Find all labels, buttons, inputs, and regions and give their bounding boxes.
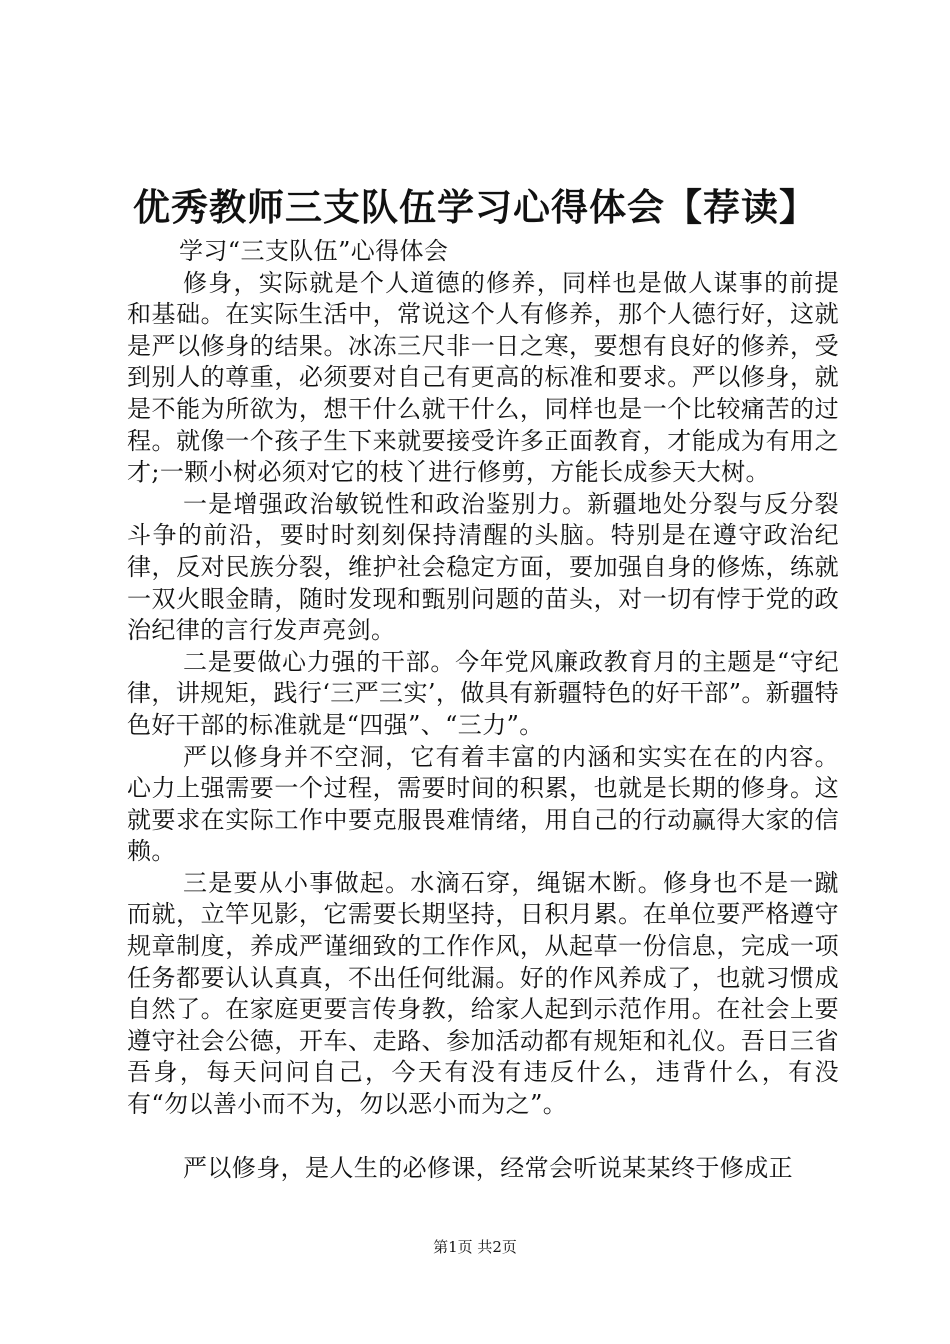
paragraph-point-two: 二是要做心力强的干部。今年党风廉政教育月的主题是“守纪律，讲规矩，践行‘三严三实’，做具有新疆特色的好干部”。新疆特色好干部的标准就是“四强”、“三力”。 <box>127 647 839 739</box>
paragraph-point-one: 一是增强政治敏锐性和政治鉴别力。新疆地处分裂与反分裂斗争的前沿，要时时刻刻保持清醒的头脑。特别是在遵守政治纪律，反对民族分裂，维护社会稳定方面，要加强自身的修炼，练就一双火眼金睛，随时发现和甄别问题的苗头，对一切有悖于党的政治纪律的言行发声亮剑。 <box>127 489 839 645</box>
document-title: 优秀教师三支队伍学习心得体会【荐读】 <box>133 185 817 229</box>
paragraph-intro: 修身，实际就是个人道德的修养，同样也是做人谋事的前提和基础。在实际生活中，常说这个人有修养，那个人德行好，这就是严以修身的结果。冰冻三尺非一日之寒，要想有良好的修养，受到别人的尊重，必须要对自己有更高的标准和要求。严以修身，就是不能为所欲为，想干什么就干什么，同样也是一个比较痛苦的过程。就像一个孩子生下来就要接受许多正面教育，才能成为有用之才;一颗小树必须对它的枝丫进行修剪，方能长成参天大树。 <box>127 268 839 487</box>
page-footer: 第1页 共2页 <box>433 1238 517 1256</box>
paragraph-conclusion: 严以修身，是人生的必修课，经常会听说某某终于修成正 <box>183 1153 793 1182</box>
document-body <box>127 236 839 1184</box>
paragraph-self-cultivation: 严以修身并不空洞，它有着丰富的内涵和实实在在的内容。心力上强需要一个过程，需要时间的积累，也就是长期的修身。这就要求在实际工作中要克服畏难情绪，用自己的行动赢得大家的信赖。 <box>127 742 839 866</box>
document-subtitle: 学习“三支队伍”心得体会 <box>179 237 449 265</box>
paragraph-point-three: 三是要从小事做起。水滴石穿，绳锯木断。修身也不是一蹴而就，立竿见影，它需要长期坚持，日积月累。在单位要严格遵守规章制度，养成严谨细致的工作作风，从起草一份信息，完成一项任务都要认认真真，不出任何纰漏。好的作风养成了，也就习惯成自然了。在家庭更要言传身教，给家人起到示范作用。在社会上要遵守社会公德，开车、走路、参加活动都有规矩和礼仪。吾日三省吾身，每天问问自己，今天有没有违反什么，违背什么，有没有“勿以善小而不为，勿以恶小而为之”。 <box>127 868 839 1119</box>
